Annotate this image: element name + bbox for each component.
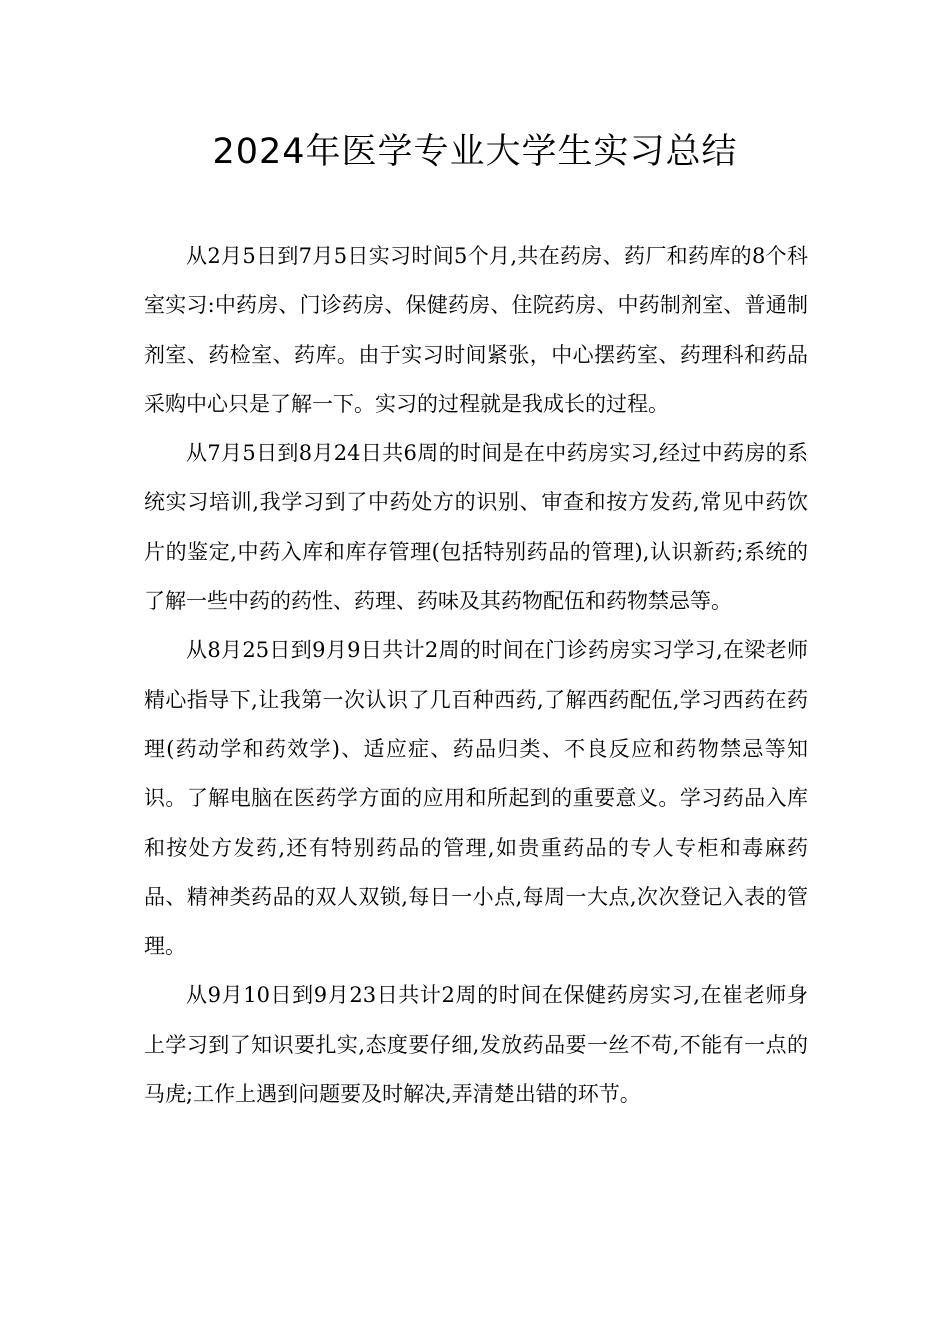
paragraph-3: 从8月25日到9月9日共计2周的时间在门诊药房实习学习,在梁老师精心指导下,让我第一次认识了几百种西药,了解西药配伍,学习西药在药理(药动学和药效学)、适应症、药品归类、不良反应和药物禁忌等知识。了解电脑在医药学方面的应用和所起到的重要意义。学习药品入库和按处方发药,还有特别药品的管理,如贵重药品的专人专柜和毒麻药品、精神类药品的双人双锁,每日一小点,每周一大点,次次登记入表的管理。: [144, 638, 808, 959]
paragraph-1: 从2月5日到7月5日实习时间5个月,共在药房、药厂和药库的8个科室实习:中药房、门诊药房、保健药房、住院药房、中药制剂室、普通制剂室、药检室、药库。由于实习时间紧张，中心摆药室、药理科和药品采购中心只是了解一下。实习的过程就是我成长的过程。: [144, 244, 808, 416]
paragraph-2: 从7月5日到8月24日共6周的时间是在中药房实习,经过中药房的系统实习培训,我学习到了中药处方的识别、审查和按方发药,常见中药饮片的鉴定,中药入库和库存管理(包括特别药品的管理),认识新药;系统的了解一些中药的药性、药理、药味及其药物配伍和药物禁忌等。: [144, 441, 808, 614]
document-body: [144, 232, 808, 1119]
paragraph-4: 从9月10日到9月23日共计2周的时间在保健药房实习,在崔老师身上学习到了知识要扎实,态度要仔细,发放药品要一丝不苟,不能有一点的马虎;工作上遇到问题要及时解决,弄清楚出错的环节。: [144, 983, 808, 1107]
document-title: 2024年医学专业大学生实习总结: [212, 132, 738, 172]
